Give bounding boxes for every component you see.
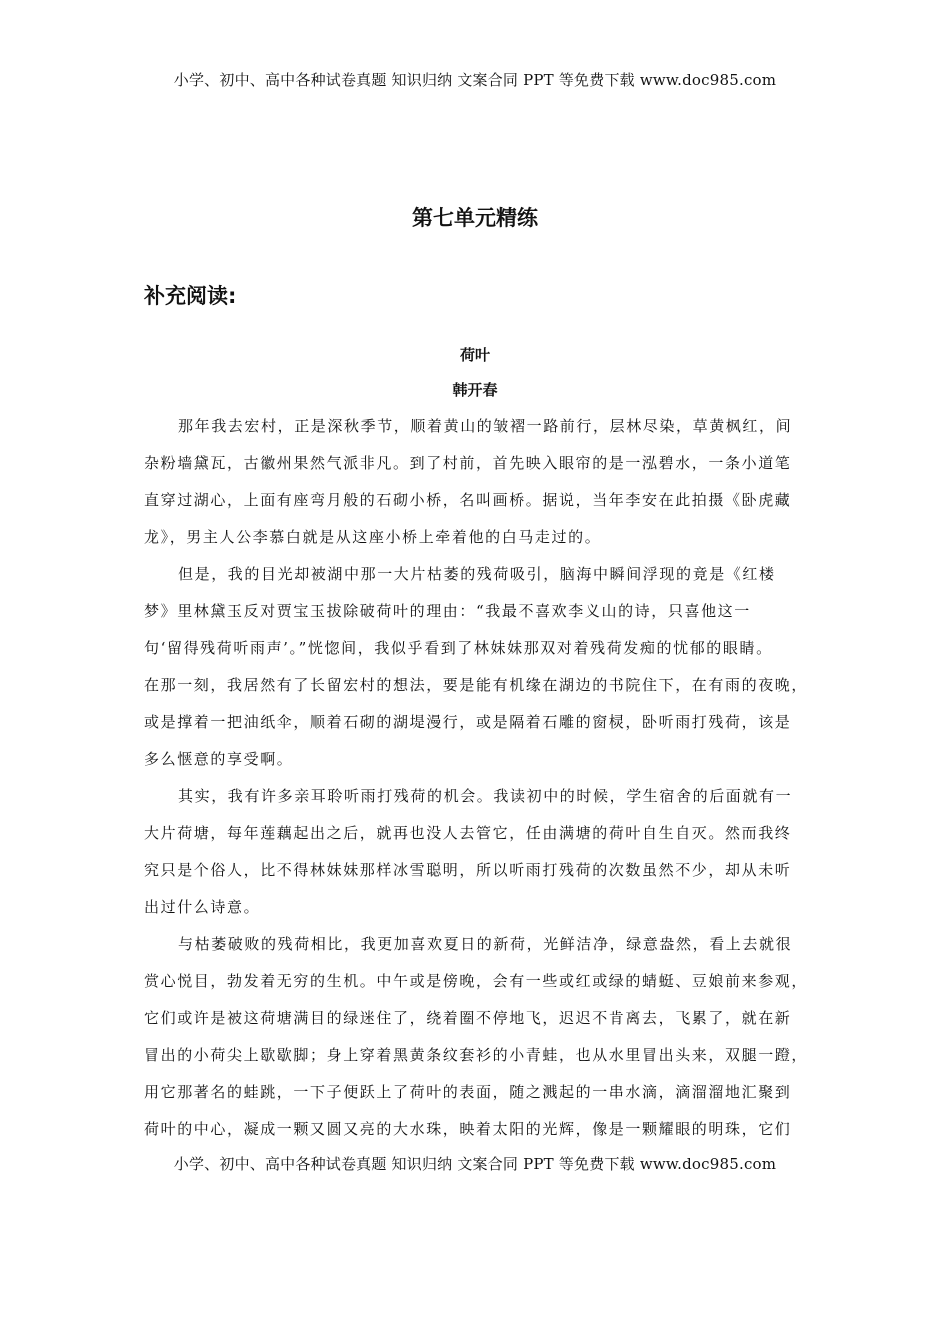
paragraph-line: 梦》里林黛玉反对贾宝玉拔除破荷叶的理由：“我最不喜欢李义山的诗，只喜他这一 [144, 602, 751, 620]
paragraph-line: 多么惬意的享受啊。 [144, 750, 294, 768]
paragraph-line: 荷叶的中心，凝成一颗又圆又亮的大水珠，映着太阳的光辉，像是一颗耀眼的明珠，它们 [144, 1120, 792, 1138]
paragraph-line: 出过什么诗意。 [144, 898, 261, 916]
page-footer: 小学、初中、高中各种试卷真题 知识归纳 文案合同 PPT 等免费下载 www.doc985.com [173, 1155, 777, 1173]
paragraph-line: 直穿过湖心，上面有座弯月般的石砌小桥，名叫画桥。据说，当年李安在此拍摄《卧虎藏 [144, 491, 792, 509]
paragraph-line: 但是，我的目光却被湖中那一大片枯萎的残荷吸引，脑海中瞬间浮现的竟是《红楼 [178, 565, 776, 583]
paragraph-line: 句‘留得残荷听雨声’。”恍惚间，我似乎看到了林妹妹那双对着残荷发痴的忧郁的眼睛。 [144, 639, 773, 657]
paragraph-line: 冒出的小荷尖上歇歇脚；身上穿着黑黄条纹套衫的小青蛙，也从水里冒出头来，双腿一蹬， [144, 1046, 809, 1064]
paragraph-line: 在那一刻，我居然有了长留宏村的想法，要是能有机缘在湖边的书院住下，在有雨的夜晚， [144, 676, 809, 694]
paragraph-line: 与枯萎破败的残荷相比，我更加喜欢夏日的新荷，光鲜洁净，绿意盎然，看上去就很 [178, 935, 793, 953]
article-body [144, 408, 810, 1148]
article-author: 韩开春 [452, 381, 498, 399]
article-title: 荷叶 [459, 346, 490, 364]
paragraph-line: 那年我去宏村，正是深秋季节，顺着黄山的皱褶一路前行，层林尽染，草黄枫红，间 [178, 417, 793, 435]
paragraph-line: 究只是个俗人，比不得林妹妹那样冰雪聪明，所以听雨打残荷的次数虽然不少，却从未听 [144, 861, 792, 879]
paragraph-line: 它们或许是被这荷塘满目的绿迷住了，绕着圈不停地飞，迟迟不肯离去，飞累了，就在新 [144, 1009, 792, 1027]
section-heading: 补充阅读: [144, 284, 237, 308]
paragraph-line: 或是撑着一把油纸伞，顺着石砌的湖堤漫行，或是隔着石雕的窗棂，卧听雨打残荷，该是 [144, 713, 792, 731]
paragraph-line: 杂粉墙黛瓦，古徽州果然气派非凡。到了村前，首先映入眼帘的是一泓碧水，一条小道笔 [144, 454, 792, 472]
paragraph-line: 龙》，男主人公李慕白就是从这座小桥上牵着他的白马走过的。 [144, 528, 602, 546]
paragraph-line: 其实，我有许多亲耳聆听雨打残荷的机会。我读初中的时候，学生宿舍的后面就有一 [178, 787, 793, 805]
paragraph-line: 用它那著名的蛙跳，一下子便跃上了荷叶的表面，随之溅起的一串水滴，滴溜溜地汇聚到 [144, 1083, 792, 1101]
page-header: 小学、初中、高中各种试卷真题 知识归纳 文案合同 PPT 等免费下载 www.doc985.com [173, 71, 777, 89]
paragraph-line: 大片荷塘，每年莲藕起出之后，就再也没人去管它，任由满塘的荷叶自生自灭。然而我终 [144, 824, 792, 842]
paragraph-line: 赏心悦目，勃发着无穷的生机。中午或是傍晚，会有一些或红或绿的蜻蜓、豆娘前来参观， [144, 972, 809, 990]
unit-title: 第七单元精练 [412, 206, 538, 230]
